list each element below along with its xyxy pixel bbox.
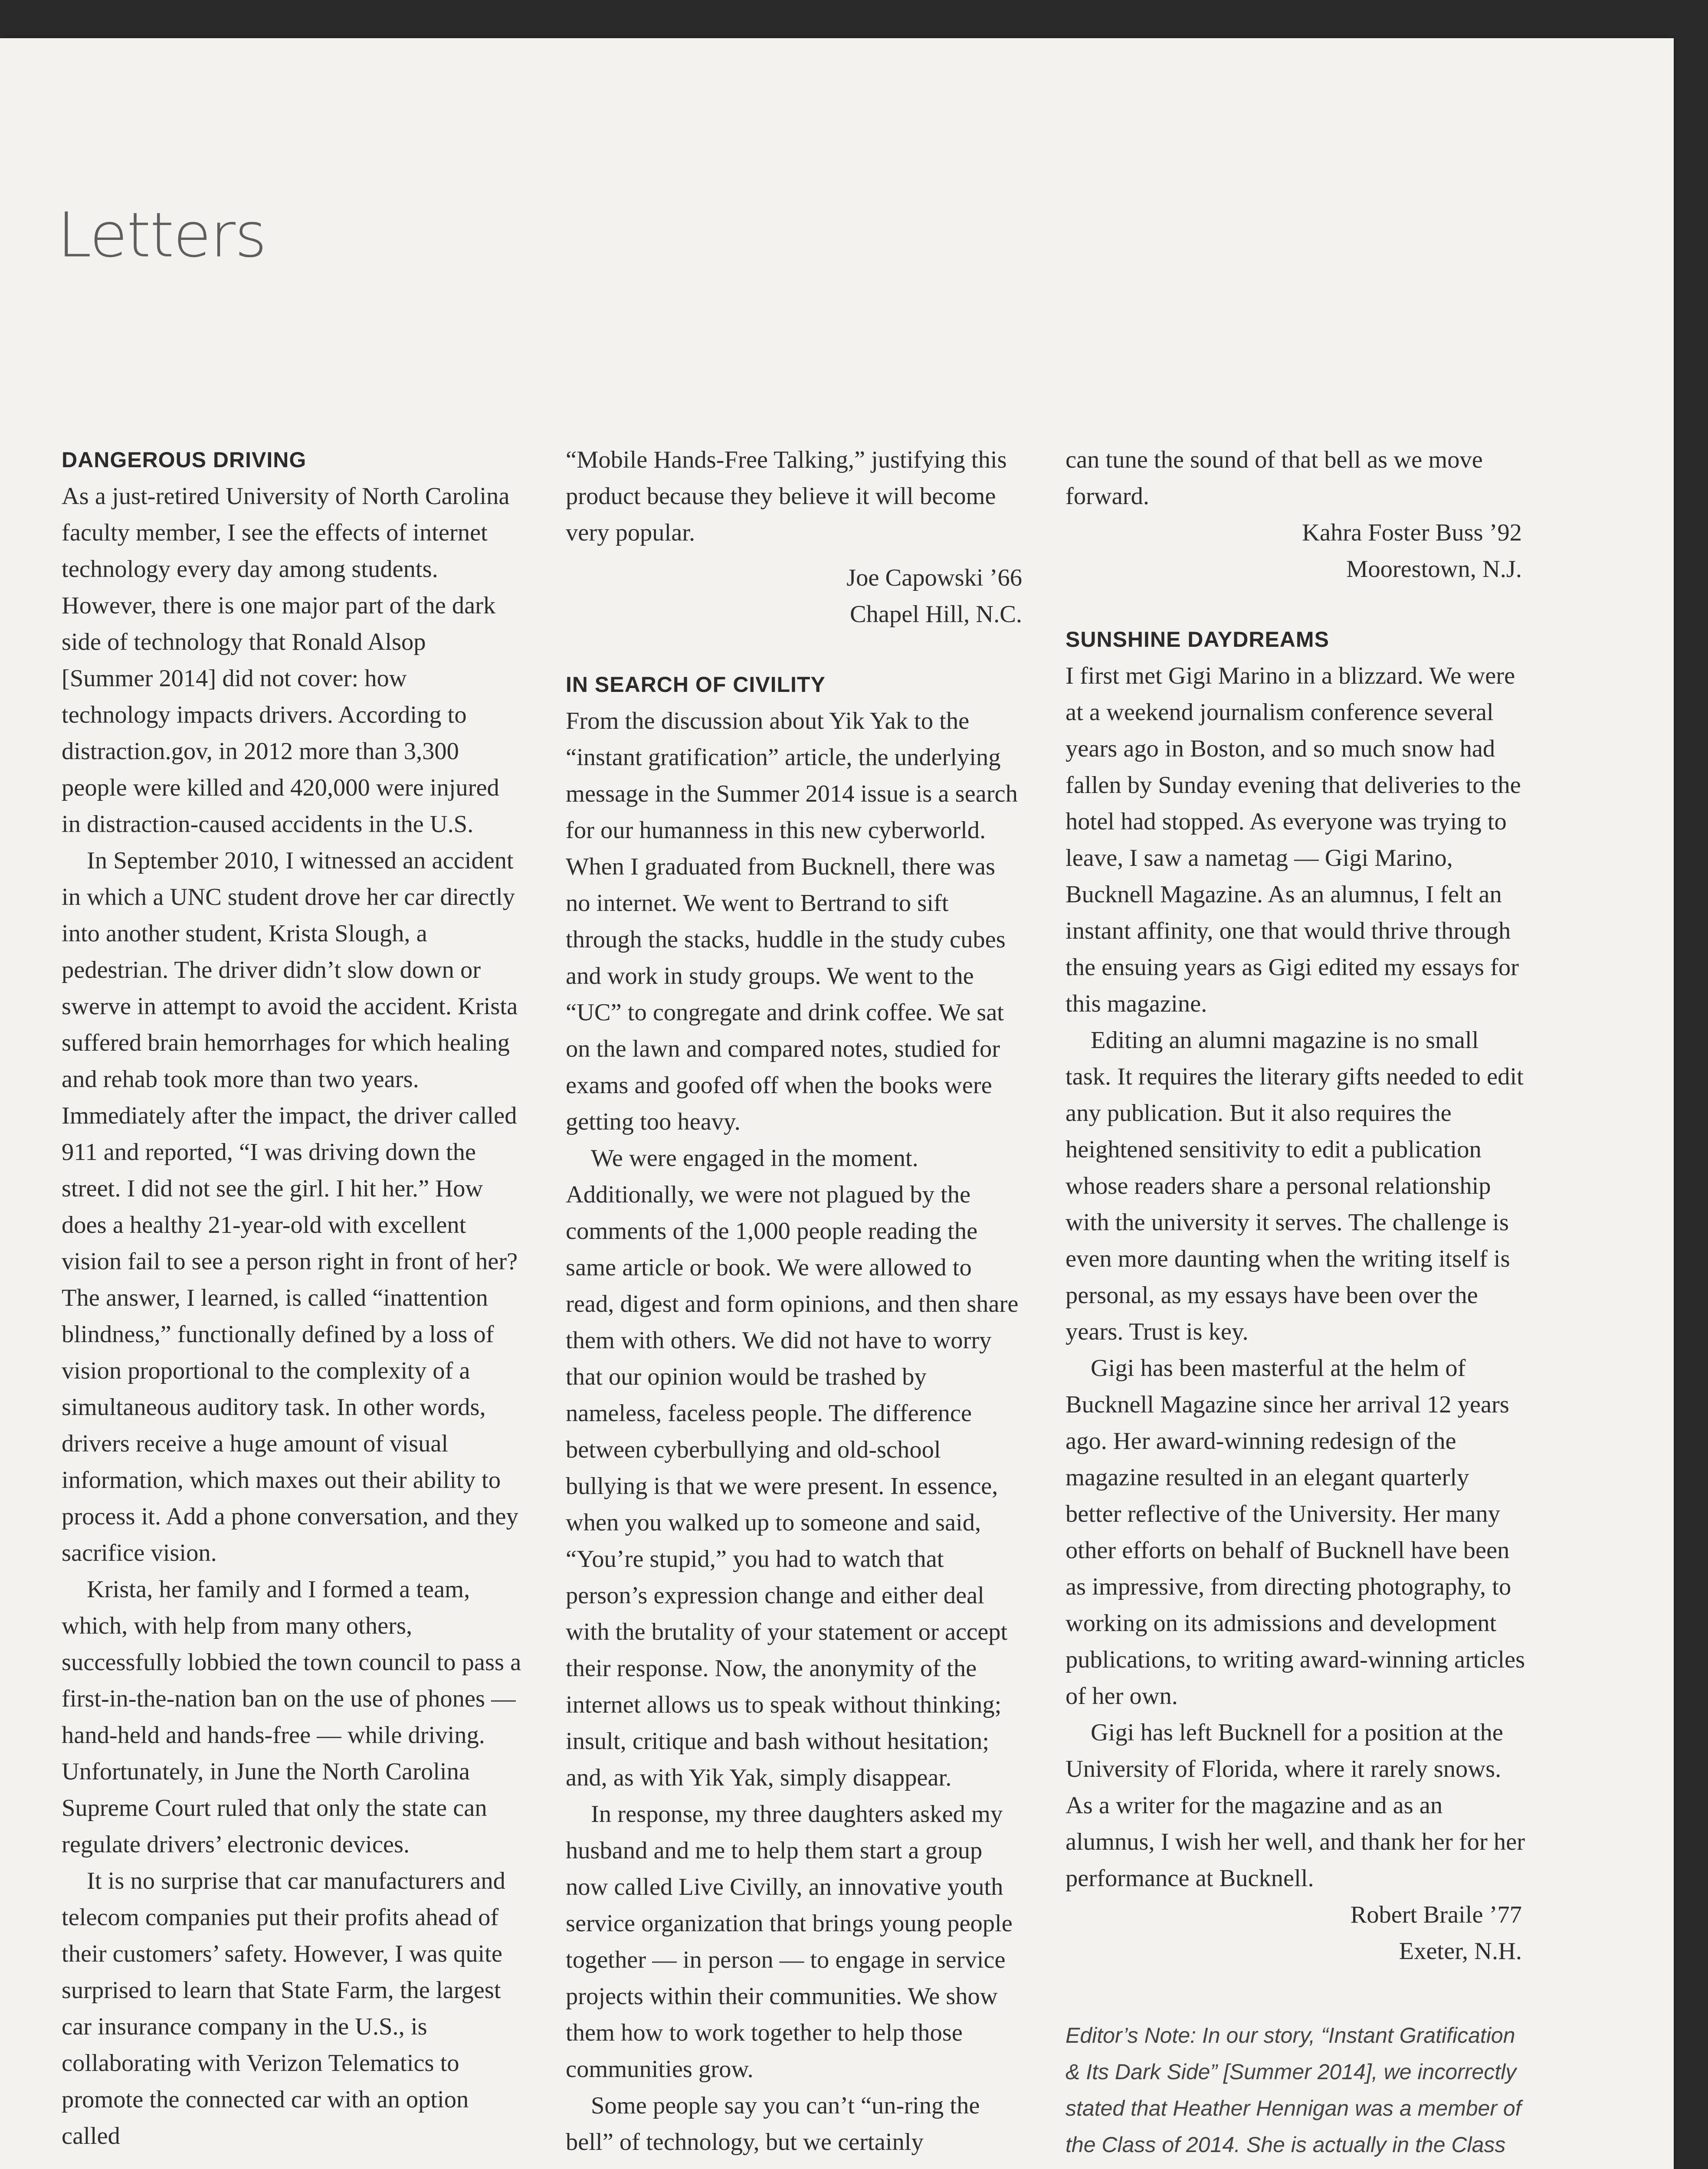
letter-paragraph: In September 2010, I witnessed an accident in which a UNC student drove her car directly into another student, Krista Slough, a pedestrian. The driver didn’t slow down or swerve in attempt to avoid the accident. Krista suffered brain hemorrhages for which healing and rehab took more than two years. Immediately after the impact, the driver called 911 and reported, “I was driving down the street. I did not see the girl. I hit her.” How does a healthy 21-year-old with excellent vision fail to see a person right in front of her? The answer, I learned, is called “inattention blindness,” functionally defined by a loss of vision proportional to the complexity of a simultaneous auditory task. In other words, drivers receive a huge amount of visual information, which maxes out their ability to process it. Add a phone conversation, and they sacrifice vision. — [62, 847, 518, 1566]
letter-paragraph: Gigi has left Bucknell for a position at the University of Florida, where it rarely snows. As a writer for the magazine and as an alumnus, I wish her well, and thank her for her performance at Bucknell. — [1065, 1719, 1525, 1892]
letter-author: Kahra Foster Buss ’92 — [1302, 519, 1522, 546]
letter-paragraph: From the discussion about Yik Yak to the “instant gratification” article, the underlying message in the Summer 2014 issue is a search for our humanness in this new cyberworld. When I graduated from Bucknell, there was no internet. We went to Bertrand to sift through the stacks, huddle in the study cubes and work in study groups. We went to the “UC” to congregate and drink coffee. We sat on the lawn and compared notes, studied for exams and goofed off when the books were getting too heavy. — [566, 708, 1018, 1135]
letter-heading: IN SEARCH OF CIVILITY — [566, 672, 826, 697]
letter-heading: SUNSHINE DAYDREAMS — [1065, 627, 1329, 652]
letter-paragraph-continued: can tune the sound of that bell as we move forward. — [1065, 446, 1483, 510]
section-title: Letters — [57, 200, 266, 271]
letter-author: Robert Braile ’77 — [1350, 1901, 1522, 1928]
letter-location: Chapel Hill, N.C. — [849, 601, 1022, 628]
column-3 — [1065, 442, 1525, 2169]
letter-heading: DANGEROUS DRIVING — [62, 448, 307, 472]
letter-paragraph: As a just-retired University of North Carolina faculty member, I see the effects of internet technology every day among students. However, there is one major part of the dark side of technology that Ronald Alsop [Summer 2014] did not cover: how technology impacts drivers. According to distraction.gov, in 2012 more than 3,300 people were killed and 420,000 were injured in distraction-caused accidents in the U.S. — [62, 483, 510, 838]
letter-paragraph-part: Some people say you can’t “un-ring the bell” of technology, but we certainly — [566, 2092, 980, 2156]
letter-paragraph: Gigi has been masterful at the helm of Bucknell Magazine since her arrival 12 years ago. Her award-winning redesign of the magazine resulted in an elegant quarterly better reflective of the University. Her many other efforts on behalf of Bucknell have been as impressive, from directing photography, to working on its admissions and development publications, to writing award-winning articles of her own. — [1065, 1355, 1525, 1710]
letter-paragraph: Editing an alumni magazine is no small task. It requires the literary gifts needed to edit any publication. But it also requires the heightened sensitivity to edit a publication whose readers share a personal relationship with the university it serves. The challenge is even more daunting when the writing itself is personal, as my essays have been over the years. Trust is key. — [1065, 1027, 1524, 1345]
letter-paragraph-part: It is no surprise that car manufacturers and telecom companies put their profits ahead of their customers’ safety. However, I was quite surprised to learn that State Farm, the largest car insurance company in the U.S., is collaborating with Verizon Telematics to promote the connected car with an option called — [62, 1868, 505, 2149]
letter-paragraph: In response, my three daughters asked my husband and me to help them start a group now called Live Civilly, an innovative youth service organization that brings young people together — in person — to engage in service projects within their communities. We show them how to work together to help those communities grow. — [566, 1801, 1013, 2083]
letter-paragraph: Krista, her family and I formed a team, which, with help from many others, successfully lobbied the town council to pass a first-in-the-nation ban on the use of phones — hand-held and hands-free — while driving. Unfortunately, in June the North Carolina Supreme Court ruled that only the state can regulate drivers’ electronic devices. — [62, 1576, 521, 1858]
column-1 — [62, 442, 521, 2154]
letter-paragraph: We were engaged in the moment. Additionally, we were not plagued by the comments of the 1,000 people reading the same article or book. We were allowed to read, digest and form opinions, and then share them with others. We did not have to worry that our opinion would be trashed by nameless, faceless people. The difference between cyberbullying and old-school bullying is that we were present. In essence, when you walked up to someone and said, “You’re stupid,” you had to watch that person’s expression change and either deal with the brutality of your statement or accept their response. Now, the anonymity of the internet allows us to speak without thinking; insult, critique and bash without hesitation; and, as with Yik Yak, simply disappear. — [566, 1145, 1019, 1791]
letter-author: Joe Capowski ’66 — [846, 564, 1022, 591]
magazine-page — [0, 38, 1674, 2169]
column-2 — [566, 442, 1026, 2160]
letter-location: Moorestown, N.J. — [1346, 556, 1522, 583]
letter-paragraph-continued: “Mobile Hands-Free Talking,” justifying this product because they believe it will become very popular. — [566, 446, 1007, 546]
letter-location: Exeter, N.H. — [1399, 1938, 1522, 1965]
letter-paragraph: I first met Gigi Marino in a blizzard. We were at a weekend journalism conference several years ago in Boston, and so much snow had fallen by Sunday evening that deliveries to the hotel had stopped. As everyone was trying to leave, I saw a nametag — Gigi Marino, Bucknell Magazine. As an alumnus, I felt an instant affinity, one that would thrive through the ensuing years as Gigi edited my essays for this magazine. — [1065, 662, 1521, 1017]
editors-note: Editor’s Note: In our story, “Instant Gratification & Its Dark Side” [Summer 2014], we incorrectly stated that Heather Hennigan was a member of the Class of 2014. She is actually in the Class — [1065, 2023, 1521, 2157]
